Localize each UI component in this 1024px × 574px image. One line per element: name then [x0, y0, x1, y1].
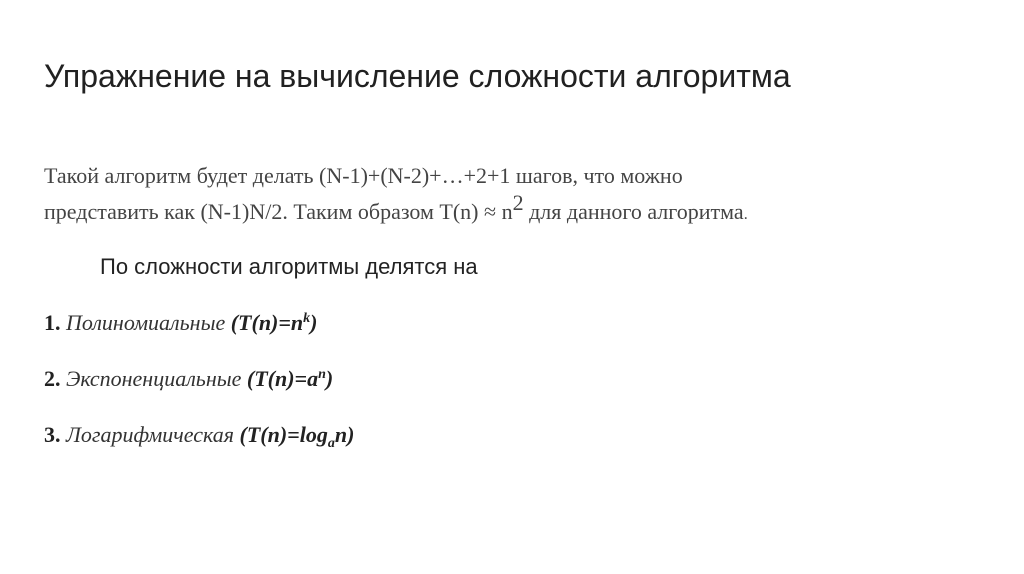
item-number: 2.	[44, 366, 61, 391]
exponent-2: 2	[512, 190, 524, 215]
item-name: Логарифмическая	[60, 422, 240, 447]
paragraph-period: .	[743, 206, 748, 223]
complexity-list	[44, 308, 354, 476]
item-name: Экспоненциальные	[60, 366, 247, 391]
slide-title: Упражнение на вычисление сложности алгоритма	[44, 58, 791, 94]
formula-close: )	[310, 310, 318, 335]
formula-text: (T(n)=a	[246, 366, 319, 391]
item-name: Полиномиальные	[60, 310, 231, 335]
list-item-exponential	[44, 364, 354, 420]
item-number: 3.	[44, 422, 61, 447]
list-item-polynomial	[44, 308, 354, 364]
list-item-logarithmic	[44, 420, 354, 476]
formula-exponent: k	[303, 311, 311, 326]
item-number: 1.	[44, 310, 61, 335]
formula-close: n)	[334, 422, 355, 447]
paragraph-line-2-tail: для данного алгоритма	[523, 199, 744, 224]
paragraph-line-2-text: представить как (N-1)N/2. Таким образом T(n) ≈ n	[44, 199, 513, 224]
item-formula	[247, 366, 333, 391]
formula-exponent: n	[318, 367, 326, 382]
paragraph-line-1: Такой алгоритм будет делать (N-1)+(N-2)+…+2+1 шагов, что можно	[44, 163, 683, 188]
item-formula	[231, 310, 318, 335]
item-formula	[239, 422, 355, 451]
formula-text: (T(n)=n	[230, 310, 304, 335]
formula-text: (T(n)=log	[239, 422, 328, 447]
formula-close: )	[325, 366, 334, 391]
body-paragraph	[44, 158, 984, 233]
paragraph-line-2	[44, 190, 984, 233]
subheading: По сложности алгоритмы делятся на	[100, 254, 478, 279]
formula-base: a	[327, 436, 335, 451]
